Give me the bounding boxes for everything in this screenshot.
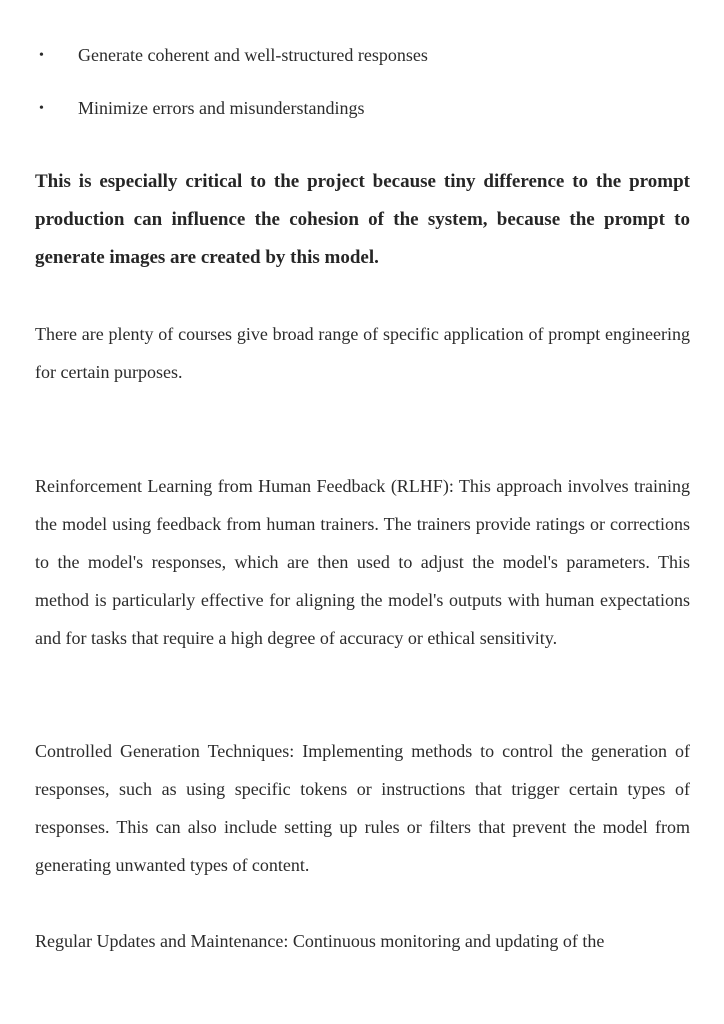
bullet-text: Minimize errors and misunderstandings [78,98,365,118]
emphasis-paragraph: This is especially critical to the project because tiny difference to the prompt production can influence the cohesion of the system, because the prompt to generate images are created by this model. [35,171,690,268]
list-item [36,89,686,142]
courses-paragraph: There are plenty of courses give broad range of specific application of prompt engineering for certain purposes. [35,324,690,382]
bullet-list [36,36,686,142]
list-item [36,36,686,89]
updates-paragraph: Regular Updates and Maintenance: Continuous monitoring and updating of the [35,931,605,951]
rlhf-paragraph: Reinforcement Learning from Human Feedback (RLHF): This approach involves training the model using feedback from human trainers. The trainers provide ratings or corrections to the model's responses, which are then used to adjust the model's parameters. This method is particularly effective for aligning the model's outputs with human expectations and for tasks that require a high degree of accuracy or ethical sensitivity. [35,476,690,648]
bullet-icon: • [39,48,44,63]
bullet-icon: • [39,101,44,116]
bullet-text: Generate coherent and well-structured responses [78,45,428,65]
controlled-generation-paragraph: Controlled Generation Techniques: Implementing methods to control the generation of responses, such as using specific tokens or instructions that trigger certain types of responses. This can also include setting up rules or filters that prevent the model from generating unwanted types of content. [35,741,690,875]
